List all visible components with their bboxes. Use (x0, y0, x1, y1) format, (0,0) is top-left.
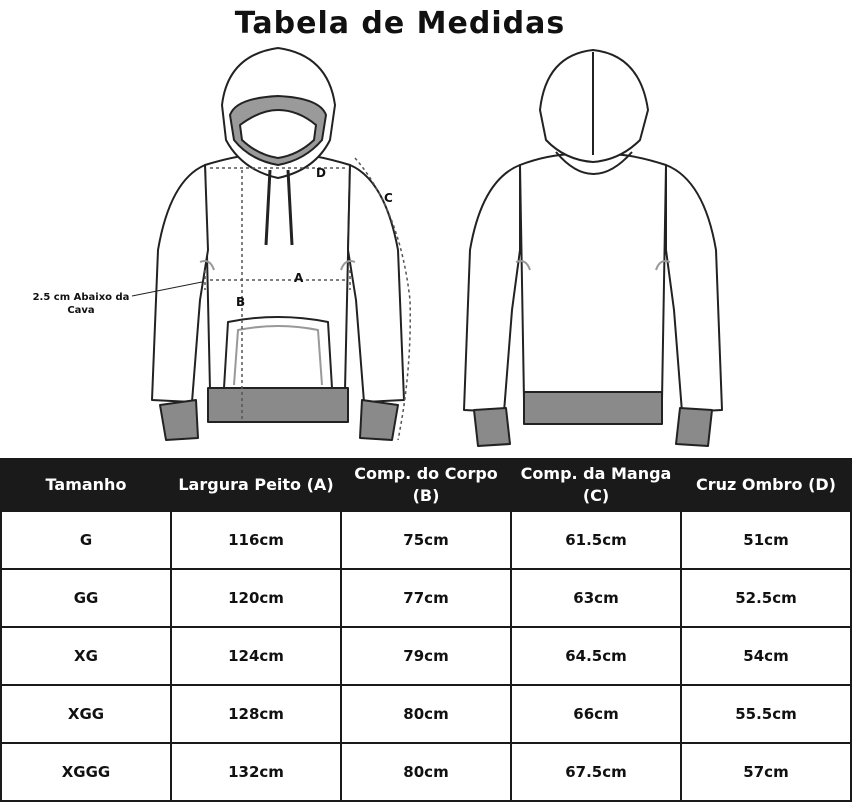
shoulder-cell: 55.5cm (681, 685, 851, 743)
body-length-cell: 75cm (341, 511, 511, 569)
shoulder-cell: 54cm (681, 627, 851, 685)
sleeve-length-cell: 67.5cm (511, 743, 681, 801)
shoulder-cell: 52.5cm (681, 569, 851, 627)
chest-cell: 116cm (171, 511, 341, 569)
header-cruz-ombro: Cruz Ombro (D) (681, 459, 851, 511)
sleeve-length-cell: 66cm (511, 685, 681, 743)
body-length-cell: 80cm (341, 743, 511, 801)
table-row (1, 685, 851, 743)
size-cell: G (1, 511, 171, 569)
page-title: Tabela de Medidas (234, 6, 566, 41)
size-cell: XGG (1, 685, 171, 743)
header-tamanho: Tamanho (1, 459, 171, 511)
table-row (1, 511, 851, 569)
sleeve-length-cell: 63cm (511, 569, 681, 627)
body-length-cell: 79cm (341, 627, 511, 685)
header-largura-peito: Largura Peito (A) (171, 459, 341, 511)
annotation-a: A (294, 271, 304, 285)
sleeve-length-cell: 64.5cm (511, 627, 681, 685)
hoodie-front (152, 48, 404, 440)
table-row (1, 743, 851, 801)
body-length-cell: 80cm (341, 685, 511, 743)
table-row (1, 627, 851, 685)
chest-cell: 128cm (171, 685, 341, 743)
shoulder-cell: 51cm (681, 511, 851, 569)
body-length-cell: 77cm (341, 569, 511, 627)
chest-cell: 132cm (171, 743, 341, 801)
size-cell: XGGG (1, 743, 171, 801)
size-cell: GG (1, 569, 171, 627)
chest-cell: 124cm (171, 627, 341, 685)
annotation-below-armpit: 2.5 cm Abaixo da Cava (32, 292, 130, 316)
annotation-b: B (236, 295, 246, 309)
shoulder-cell: 57cm (681, 743, 851, 801)
chest-cell: 120cm (171, 569, 341, 627)
annotation-c: C (384, 191, 393, 205)
size-cell: XG (1, 627, 171, 685)
table-row (1, 569, 851, 627)
table-header-row (1, 459, 851, 511)
hoodie-back (464, 50, 722, 446)
size-table (0, 458, 852, 802)
annotation-d: D (316, 166, 326, 180)
header-comp-manga: Comp. da Manga (C) (511, 459, 681, 511)
header-comp-corpo: Comp. do Corpo (B) (341, 459, 511, 511)
sleeve-length-cell: 61.5cm (511, 511, 681, 569)
